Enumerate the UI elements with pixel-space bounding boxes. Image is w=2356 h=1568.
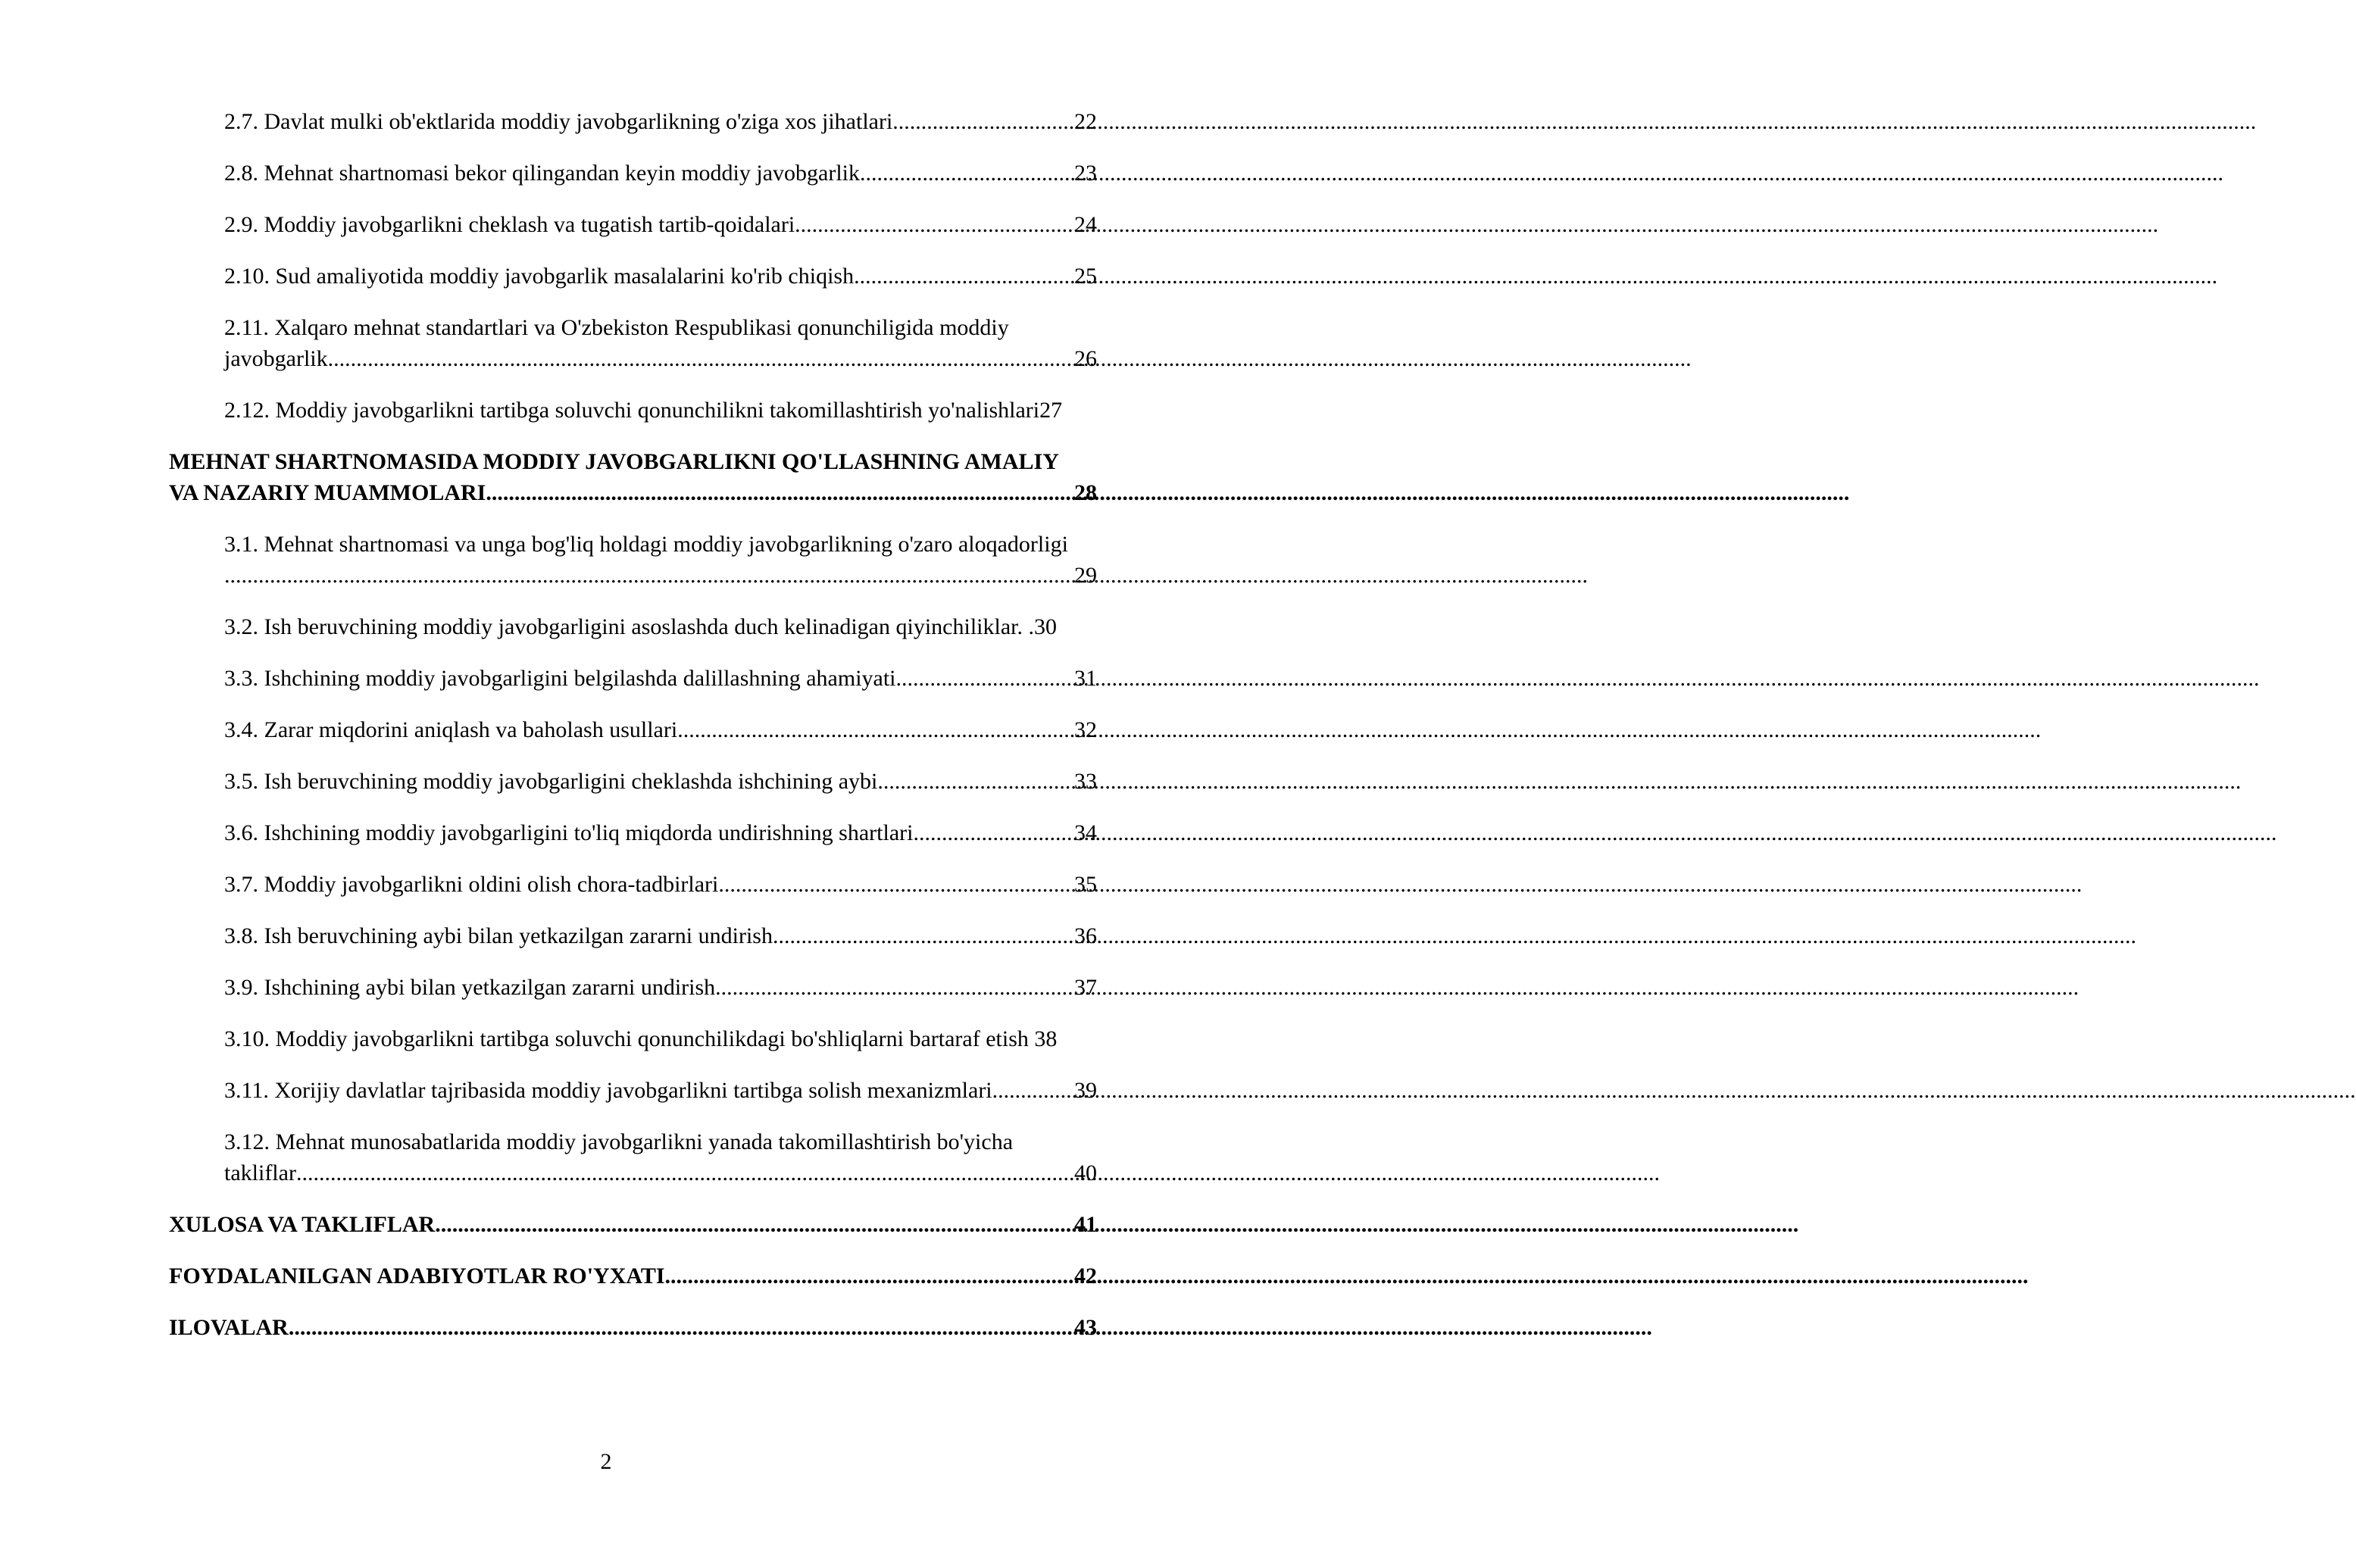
toc-entry-title: 2.8. Mehnat shartnomasi bekor qilingandan keyin moddiy javobgarlik xyxy=(224,161,861,186)
toc-entry-title: 2.12. Moddiy javobgarlikni tartibga soluvchi qonunchilikni takomillashtirish yo'nalishlari xyxy=(224,398,1040,423)
dot-leader xyxy=(715,972,1074,1003)
toc-entry-page: 33 xyxy=(1074,769,1097,794)
toc-entry[interactable] xyxy=(224,766,1097,797)
toc-chapter-entry[interactable] xyxy=(169,1312,1097,1343)
toc-entry[interactable] xyxy=(224,106,1097,137)
dot-leader xyxy=(328,343,1074,374)
toc-entry-page: 29 xyxy=(1074,563,1097,588)
toc-entry-page: 35 xyxy=(1074,872,1097,897)
toc-entry-page: 31 xyxy=(1074,666,1097,691)
dot-leader xyxy=(896,663,1074,694)
toc-entry-page xyxy=(1029,1023,1058,1054)
dot-leader xyxy=(289,1312,1074,1343)
toc-entry[interactable] xyxy=(224,261,1097,292)
table-of-contents xyxy=(0,106,1212,1363)
toc-entry-title: 2.10. Sud amaliyotida moddiy javobgarlik masalalarini ko'rib chiqish xyxy=(224,264,855,289)
toc-entry-title: 2.9. Moddiy javobgarlikni cheklash va tugatish tartib-qoidalari xyxy=(224,212,795,237)
toc-chapter-page: 43 xyxy=(1074,1315,1097,1340)
toc-entry-page: 30 xyxy=(1033,614,1057,639)
toc-entry-title-line1: 2.11. Xalqaro mehnat standartlari va O'zbekiston Respublikasi qonunchiligida moddiy xyxy=(224,315,1009,340)
dot-leader xyxy=(296,1157,1074,1188)
toc-entry[interactable] xyxy=(224,529,1097,591)
dot-leader xyxy=(992,1075,1074,1106)
toc-entry-title: 3.9. Ishchining aybi bilan yetkazilgan zararni undirish xyxy=(224,975,716,1000)
toc-entry-title-line2: takliflar xyxy=(224,1160,296,1185)
toc-entry-title: 3.11. Xorijiy davlatlar tajribasida moddiy javobgarlikni tartibga solish mexanizmlari xyxy=(224,1078,992,1103)
toc-entry-page: 36 xyxy=(1074,923,1097,948)
toc-entry[interactable] xyxy=(224,869,1097,900)
toc-entry-title: 3.3. Ishchining moddiy javobgarligini belgilashda dalillashning ahamiyati xyxy=(224,666,896,691)
toc-entry[interactable] xyxy=(224,611,1097,642)
dot-leader xyxy=(677,714,1074,745)
dot-leader xyxy=(486,477,1074,508)
toc-entry-page: 22 xyxy=(1074,109,1097,134)
toc-entry[interactable] xyxy=(224,714,1097,745)
dot-leader xyxy=(892,106,1074,137)
toc-entry-page: 27 xyxy=(1039,398,1063,423)
toc-entry-page: 32 xyxy=(1074,717,1097,742)
toc-chapter-entry[interactable] xyxy=(169,1260,1097,1292)
dot-leader xyxy=(877,766,1074,797)
toc-entry[interactable] xyxy=(224,1023,1097,1054)
toc-chapter-page: 42 xyxy=(1074,1263,1097,1288)
toc-entry-title: 3.7. Moddiy javobgarlikni oldini olish chora-tadbirlari xyxy=(224,872,719,897)
toc-entry[interactable] xyxy=(224,158,1097,189)
toc-entry[interactable] xyxy=(224,395,1097,426)
toc-chapter-title: ILOVALAR xyxy=(169,1315,289,1340)
toc-entry-title-line1: 3.1. Mehnat shartnomasi va unga bog'liq holdagi moddiy javobgarlikning o'zaro aloqadorligi xyxy=(224,532,1068,557)
toc-chapter-page: 28 xyxy=(1074,480,1097,505)
toc-entry-title: 3.2. Ish beruvchining moddiy javobgarligini asoslashda duch kelinadigan qiyinchiliklar. . xyxy=(224,614,1034,639)
toc-entry-page: 39 xyxy=(1074,1078,1097,1103)
dot-leader xyxy=(718,869,1074,900)
toc-chapter-title: XULOSA VA TAKLIFLAR xyxy=(169,1212,436,1237)
dot-leader xyxy=(854,261,1074,292)
toc-entry[interactable] xyxy=(224,1075,1097,1106)
toc-entry-page: 40 xyxy=(1074,1160,1097,1185)
dot-leader xyxy=(773,920,1074,951)
toc-entry[interactable] xyxy=(224,312,1097,374)
toc-entry[interactable] xyxy=(224,1126,1097,1188)
toc-entry-title: 3.10. Moddiy javobgarlikni tartibga soluvchi qonunchilikdagi bo'shliqlarni bartaraf etish xyxy=(224,1026,1029,1051)
dot-leader xyxy=(795,209,1074,240)
toc-entry-page: 23 xyxy=(1074,161,1097,186)
toc-entry-title-line2: javobgarlik xyxy=(224,346,328,371)
toc-entry[interactable] xyxy=(224,920,1097,951)
toc-entry-title: 3.5. Ish beruvchining moddiy javobgarligini cheklashda ishchining aybi xyxy=(224,769,878,794)
toc-chapter-title-line1: MEHNAT SHARTNOMASIDA MODDIY JAVOBGARLIKNI QO'LLASHNING AMALIY xyxy=(169,449,1059,474)
toc-entry-title-line1: 3.12. Mehnat munosabatlarida moddiy javobgarlikni yanada takomillashtirish bo'yicha xyxy=(224,1129,1014,1154)
dot-leader xyxy=(860,158,1074,189)
toc-entry-page-number: 38 xyxy=(1034,1026,1058,1051)
toc-chapter-title-line2: VA NAZARIY MUAMMOLARI xyxy=(169,480,486,505)
toc-entry-title: 3.4. Zarar miqdorini aniqlash va baholash usullari xyxy=(224,717,678,742)
toc-entry-page: 24 xyxy=(1074,212,1097,237)
toc-chapter-title: FOYDALANILGAN ADABIYOTLAR RO'YXATI xyxy=(169,1263,665,1288)
toc-entry-page: 37 xyxy=(1074,975,1097,1000)
toc-entry-page: 34 xyxy=(1074,820,1097,845)
dot-leader xyxy=(913,817,1074,848)
toc-entry-title: 3.8. Ish beruvchining aybi bilan yetkazilgan zararni undirish xyxy=(224,923,773,948)
toc-entry[interactable] xyxy=(224,663,1097,694)
dot-leader xyxy=(435,1209,1074,1240)
dot-leader xyxy=(665,1260,1074,1292)
toc-entry[interactable] xyxy=(224,817,1097,848)
toc-entry-title: 3.6. Ishchining moddiy javobgarligini to'liq miqdorda undirishning shartlari xyxy=(224,820,914,845)
toc-entry[interactable] xyxy=(224,972,1097,1003)
toc-chapter-page: 41 xyxy=(1074,1212,1097,1237)
toc-chapter-entry[interactable] xyxy=(169,1209,1097,1240)
toc-entry-page: 25 xyxy=(1074,264,1097,289)
toc-chapter-entry[interactable] xyxy=(169,446,1097,508)
toc-entry-page: 26 xyxy=(1074,346,1097,371)
page-number: 2 xyxy=(600,1449,612,1474)
toc-entry-title: 2.7. Davlat mulki ob'ektlarida moddiy javobgarlikning o'ziga xos jihatlari xyxy=(224,109,893,134)
dot-leader xyxy=(224,560,1074,591)
toc-entry[interactable] xyxy=(224,209,1097,240)
